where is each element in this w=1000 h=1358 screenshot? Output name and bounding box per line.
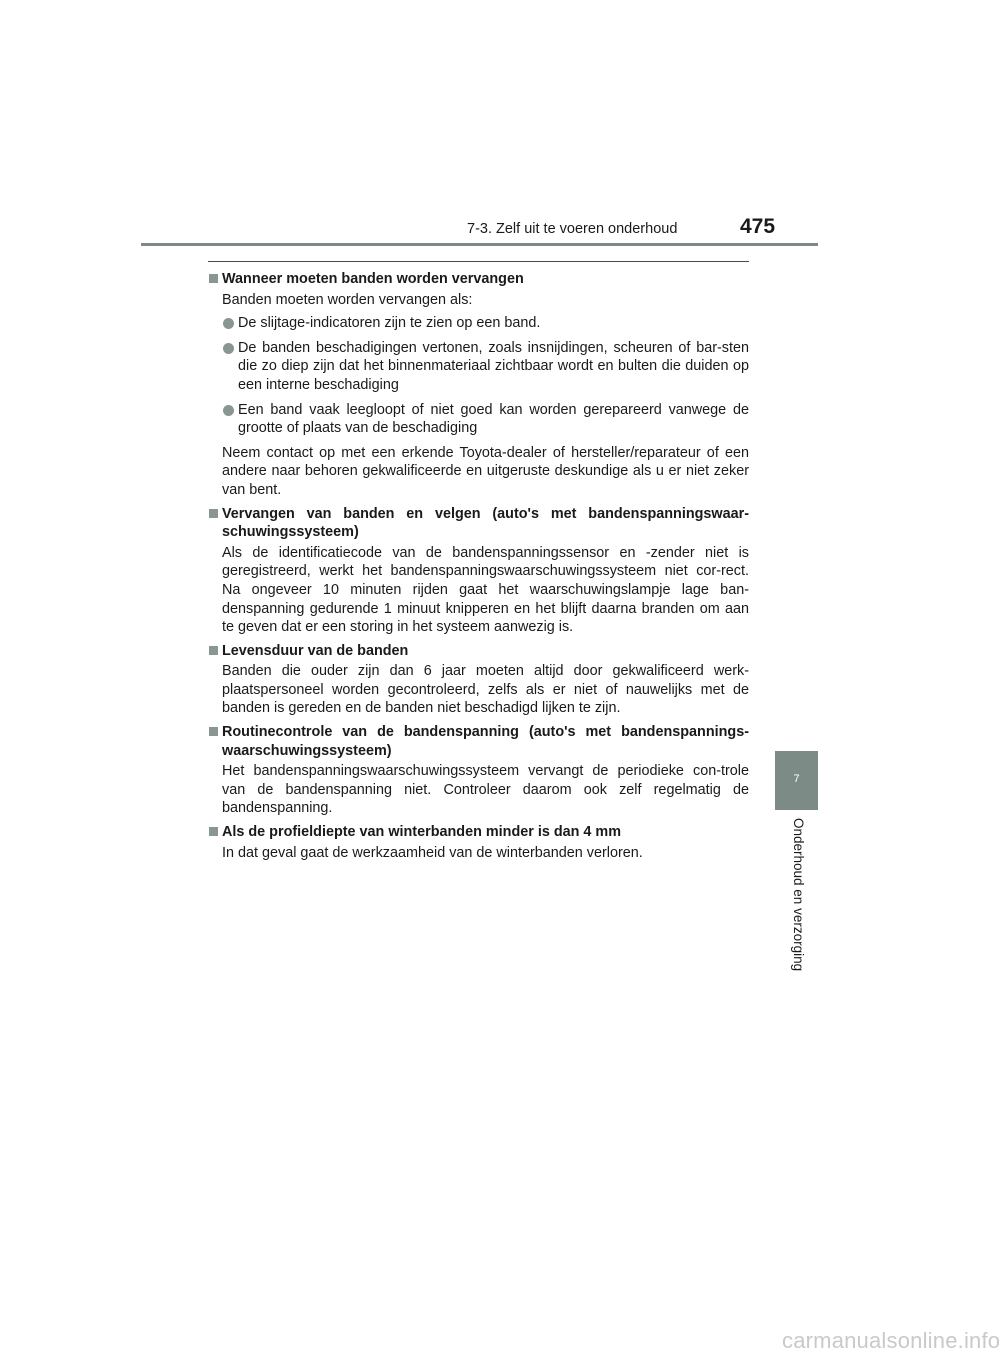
header-divider xyxy=(141,243,818,246)
section-tire-wheel-replacement xyxy=(208,505,749,637)
section-outro: Neem contact op met een erkende Toyota-dealer of hersteller/reparateur of een andere naar behoren gekwalificeerde en uitgeruste deskundige als u er niet zeker van bent. xyxy=(222,444,749,498)
circle-bullet-icon xyxy=(223,318,234,329)
section-title: Wanneer moeten banden worden vervangen xyxy=(208,270,749,289)
square-bullet-icon xyxy=(209,646,218,655)
square-bullet-icon xyxy=(209,827,218,836)
section-heading: 7-3. Zelf uit te voeren onderhoud xyxy=(467,221,678,237)
section-body: Banden die ouder zijn dan 6 jaar moeten altijd door gekwalificeerd werk-plaatspersoneel worden gecontroleerd, zelfs als er niet of nauwelijks met de banden is gereden en de banden niet beschadigd lijken te zijn. xyxy=(222,663,749,717)
chapter-tab xyxy=(775,751,818,810)
square-bullet-icon xyxy=(209,727,218,736)
circle-bullet-icon xyxy=(223,343,234,354)
chapter-title: Onderhoud en verzorging xyxy=(791,818,806,972)
square-bullet-icon xyxy=(209,509,218,518)
section-title: Levensduur van de banden xyxy=(208,642,749,661)
chapter-number: 7 xyxy=(793,773,800,785)
section-tire-replacement xyxy=(208,270,749,500)
content-divider xyxy=(208,261,749,262)
section-intro: Banden moeten worden vervangen als: xyxy=(222,291,473,308)
section-winter-tread-depth xyxy=(208,823,749,862)
page-body xyxy=(208,266,749,867)
list-item: De slijtage-indicatoren zijn te zien op een band. xyxy=(208,314,749,333)
list-item: Een band vaak leegloopt of niet goed kan worden gerepareerd vanwege de grootte of plaats van de beschadiging xyxy=(208,401,749,438)
page-number: 475 xyxy=(740,215,776,238)
section-title: Vervangen van banden en velgen (auto's met bandenspanningswaar-schuwingssysteem) xyxy=(208,505,749,542)
section-tire-lifespan xyxy=(208,642,749,718)
section-title: Routinecontrole van de bandenspanning (auto's met bandenspannings-waarschuwingssysteem) xyxy=(208,723,749,760)
section-title: Als de profieldiepte van winterbanden minder is dan 4 mm xyxy=(208,823,749,842)
square-bullet-icon xyxy=(209,274,218,283)
section-body: Als de identificatiecode van de bandenspanningssensor en -zender niet is geregistreerd, werkt het bandenspanningswaarschuwingssysteem niet cor-rect. Na ongeveer 10 minuten rijden gaat het waarschuwingslampje lage ban-denspanning gedurende 1 minuut knipperen en het blijft daarna branden om aan te geven dat er een storing in het systeem aanwezig is. xyxy=(222,544,749,636)
watermark: carmanualsonline.info xyxy=(782,1328,1000,1353)
list-item: De banden beschadigingen vertonen, zoals insnijdingen, scheuren of bar-sten die zo diep zijn dat het binnenmateriaal zichtbaar wordt en bulten die duiden op een interne beschadiging xyxy=(208,339,749,395)
circle-bullet-icon xyxy=(223,405,234,416)
section-body: Het bandenspanningswaarschuwingssysteem vervangt de periodieke con-trole van de bandenspanning niet. Controleer daarom ook zelf regelmatig de bandenspanning. xyxy=(222,763,749,817)
section-body: In dat geval gaat de werkzaamheid van de winterbanden verloren. xyxy=(222,844,643,861)
section-routine-pressure-check xyxy=(208,723,749,818)
